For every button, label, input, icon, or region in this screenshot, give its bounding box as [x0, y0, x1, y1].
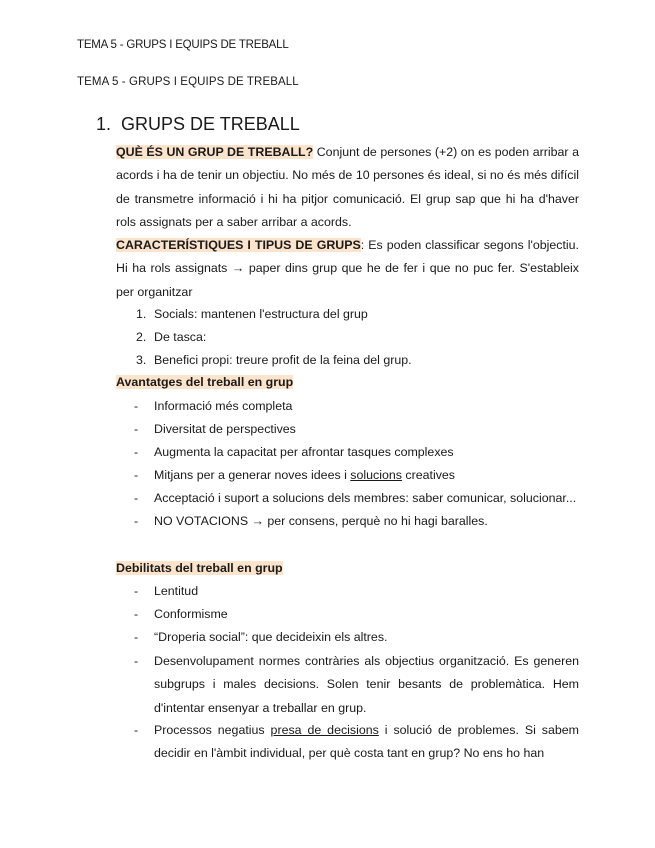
advantage-text — [154, 464, 579, 487]
weakness-text — [154, 719, 579, 766]
text-run: Processos negatius — [154, 723, 271, 737]
text-run: Mitjans per a generar noves idees i — [154, 468, 351, 482]
list-text: Benefici propi: treure profit de la feina del grup. — [154, 353, 412, 367]
advantage-text: Augmenta la capacitat per afrontar tasques complexes — [154, 445, 454, 459]
advantage-text: Diversitat de perspectives — [154, 422, 296, 436]
weakness-text: “Droperia social”: que decideixin els altres. — [154, 630, 388, 644]
section-heading — [96, 114, 300, 135]
list-text: De tasca: — [154, 330, 207, 344]
characteristics-text: : Es poden classificar segons l'objectiu. Hi ha rols assignats → paper dins grup que he de fer i que no puc fer. S'estableix per organitzar — [116, 238, 579, 299]
list-marker: 1. — [136, 307, 147, 321]
advantage-item — [116, 418, 579, 441]
definition-paragraph — [116, 141, 579, 234]
weaknesses-heading — [116, 557, 283, 580]
dash-marker: - — [134, 630, 139, 644]
weakness-text: Desenvolupament normes contràries als objectius organització. Es generen subgrups i males decisions. Solen tenir besants de problemàtica. Hem d'intentar ensenyar a treballar en grup. — [154, 654, 579, 715]
text-run: creatives — [401, 468, 455, 482]
weakness-text: Conformisme — [154, 607, 228, 621]
advantage-item — [116, 395, 579, 418]
section-title: GRUPS DE TREBALL — [121, 114, 300, 134]
dash-marker: - — [134, 422, 139, 436]
dash-marker: - — [134, 468, 139, 482]
weakness-item — [116, 580, 579, 603]
advantage-item — [116, 464, 579, 487]
definition-text: Conjunt de persones (+2) on es poden arribar a acords i ha de tenir un objectiu. No més de 10 persones és ideal, si no és més difícil de transmetre informació i hi ha pitjor comunicació. El grup sap que hi ha d'haver rols assignats per a saber arribar a acords. — [116, 145, 579, 229]
advantage-text: Acceptació i suport a solucions dels membres: saber comunicar, solucionar... — [154, 491, 577, 505]
dash-marker: - — [134, 491, 139, 505]
weakness-item — [116, 626, 579, 649]
advantages-title: Avantatges del treball en grup — [116, 375, 294, 389]
advantage-item — [116, 441, 579, 464]
document-title: TEMA 5 - GRUPS I EQUIPS DE TREBALL — [77, 76, 299, 88]
characteristics-label: CARACTERÍSTIQUES I TIPUS DE GRUPS — [116, 238, 361, 252]
document-header: TEMA 5 - GRUPS I EQUIPS DE TREBALL — [77, 39, 289, 51]
list-marker: 3. — [136, 353, 147, 367]
underlined-word: solucions — [350, 468, 402, 482]
weakness-item — [116, 603, 579, 626]
weaknesses-title: Debilitats del treball en grup — [116, 561, 283, 575]
advantage-item — [116, 510, 579, 533]
advantage-item — [116, 487, 579, 510]
weakness-item — [116, 650, 579, 720]
advantage-text: NO VOTACIONS → per consens, perquè no hi hagi baralles. — [154, 514, 488, 528]
list-marker: 2. — [136, 330, 147, 344]
dash-marker: - — [134, 607, 139, 621]
dash-marker: - — [134, 514, 139, 528]
dash-marker: - — [134, 399, 139, 413]
dash-marker: - — [134, 654, 139, 668]
advantages-heading — [116, 371, 293, 394]
list-text: Socials: mantenen l'estructura del grup — [154, 307, 368, 321]
advantage-text: Informació més completa — [154, 399, 293, 413]
section-number: 1. — [96, 114, 112, 134]
characteristics-paragraph — [116, 234, 579, 304]
dash-marker: - — [134, 584, 139, 598]
definition-label: QUÈ ÉS UN GRUP DE TREBALL? — [116, 145, 314, 159]
weakness-text: Lentitud — [154, 584, 199, 598]
text-run: i solució de problemes. Si sabem decidir en l'àmbit individual, per què costa tant en grup? No ens ho han — [154, 723, 580, 761]
weakness-item — [116, 719, 579, 766]
underlined-phrase: presa de decisions — [270, 723, 379, 737]
dash-marker: - — [134, 445, 139, 459]
dash-marker: - — [134, 723, 139, 737]
